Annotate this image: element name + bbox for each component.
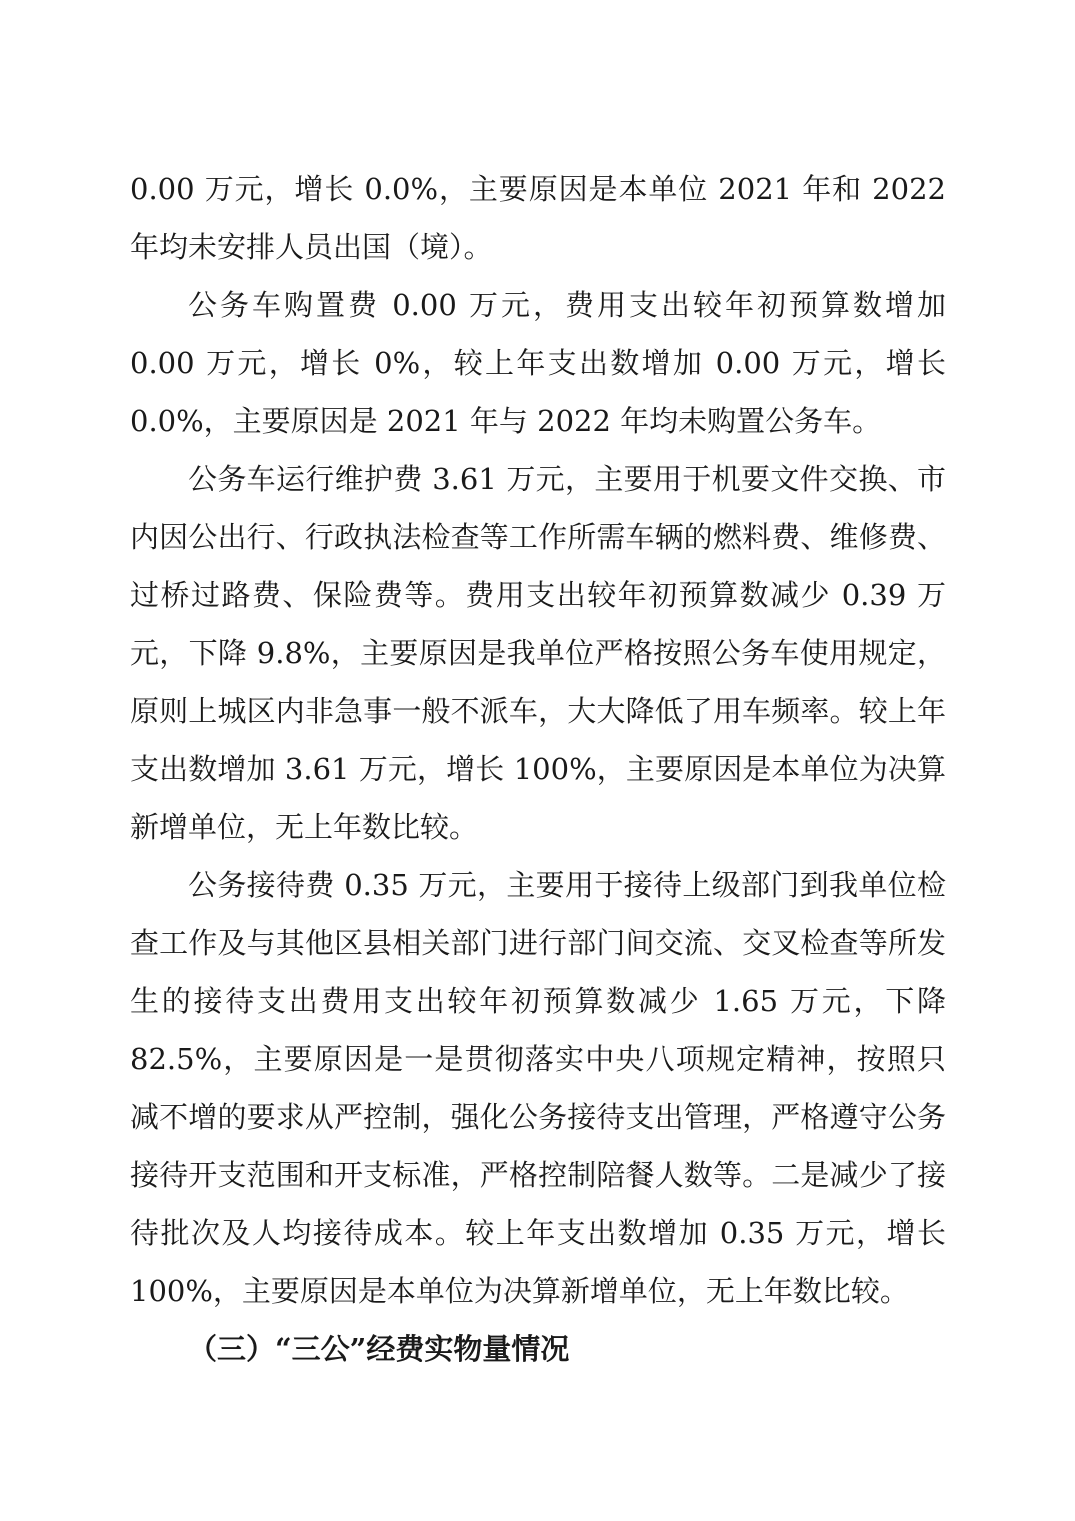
document-body xyxy=(130,160,946,1378)
section-heading: （三）“三公”经费实物量情况 xyxy=(188,1332,570,1366)
paragraph-official-reception: 公务接待费 0.35 万元，主要用于接待上级部门到我单位检查工作及与其他区县相关部门进行部门间交流、交叉检查等所发生的接待支出费用支出较年初预算数减少 1.65 万元，下降 82.5%，主要原因是一是贯彻落实中央八项规定精神，按照只减不增的要求从严控制，强化公务接待支出管理，严格遵守公务接待开支范围和开支标准，严格控制陪餐人数等。二是减少了接待批次及人均接待成本。较上年支出数增加 0.35 万元，增长 100%，主要原因是本单位为决算新增单位，无上年数比较。 xyxy=(130,868,946,1308)
paragraph-vehicle-maintenance: 公务车运行维护费 3.61 万元，主要用于机要文件交换、市内因公出行、行政执法检查等工作所需车辆的燃料费、维修费、过桥过路费、保险费等。费用支出较年初预算数减少 0.39 万元，下降 9.8%，主要原因是我单位严格按照公务车使用规定，原则上城区内非急事一般不派车，大大降低了用车频率。较上年支出数增加 3.61 万元，增长 100%，主要原因是本单位为决算新增单位，无上年数比较。 xyxy=(130,462,946,844)
paragraph-overseas-continued: 0.00 万元，增长 0.0%，主要原因是本单位 2021 年和 2022 年均未安排人员出国（境）。 xyxy=(130,172,946,264)
paragraph-vehicle-purchase: 公务车购置费 0.00 万元，费用支出较年初预算数增加 0.00 万元，增长 0%，较上年支出数增加 0.00 万元，增长 0.0%，主要原因是 2021 年与 2022 年均未购置公务车。 xyxy=(130,288,946,438)
